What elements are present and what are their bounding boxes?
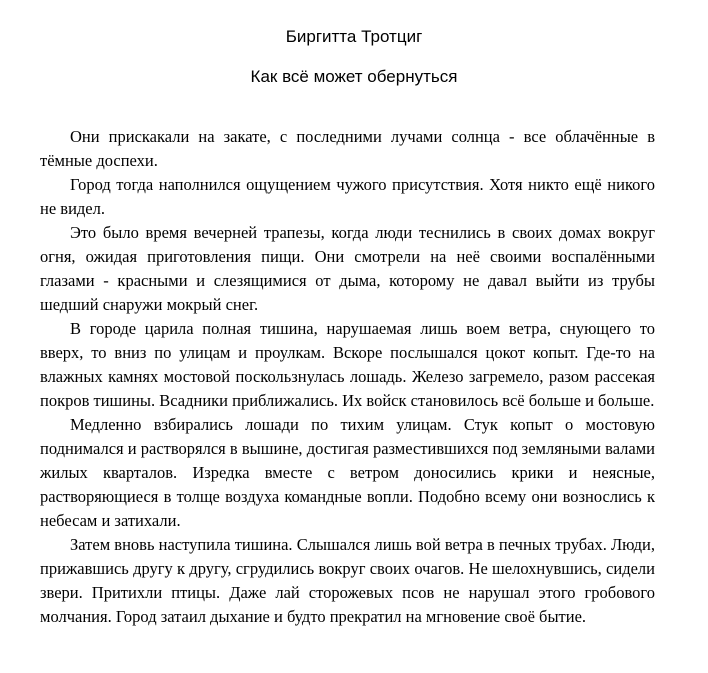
paragraph: Затем вновь наступила тишина. Слышался лишь вой ветра в печных трубах. Люди, прижавшись другу к другу, сгрудились вокруг своих очагов. Не шелохнувшись, сидели звери. Притихли птицы. Даже лай сторожевых псов не нарушал этого гробового молчания. Город затаил дыхание и будто прекратил на мгновение своё бытие. bbox=[40, 535, 655, 626]
story-title: Как всё может обернуться bbox=[250, 67, 458, 86]
story-body bbox=[40, 125, 655, 629]
paragraph: Они прискакали на закате, с последними лучами солнца - все облачённые в тёмные доспехи. bbox=[40, 127, 655, 170]
paragraph: Город тогда наполнился ощущением чужого присутствия. Хотя никто ещё никого не видел. bbox=[40, 175, 655, 218]
paragraph: Это было время вечерней трапезы, когда люди теснились в своих домах вокруг огня, ожидая приготовления пищи. Они смотрели на неё своими воспалёнными глазами - красными и слезящимися от дыма, которому не давал выйти из трубы шедший снаружи мокрый снег. bbox=[40, 223, 655, 314]
author-name: Биргитта Тротциг bbox=[285, 27, 423, 46]
paragraph: В городе царила полная тишина, нарушаемая лишь воем ветра, снующего то вверх, то вниз по улицам и проулкам. Вскоре послышался цокот копыт. Где-то на влажных камнях мостовой поскользнулась лошадь. Железо загремело, разом рассекая покров тишины. Всадники приближались. Их войск становилось всё больше и больше. bbox=[40, 319, 655, 410]
paragraph: Медленно взбирались лошади по тихим улицам. Стук копыт о мостовую поднимался и растворялся в вышине, достигая разместившихся под земляными валами жилых кварталов. Изредка вместе с ветром доносились крики и неясные, растворяющиеся в толще воздуха командные вопли. Подобно всему они вознослись к небесам и затихали. bbox=[40, 415, 655, 530]
